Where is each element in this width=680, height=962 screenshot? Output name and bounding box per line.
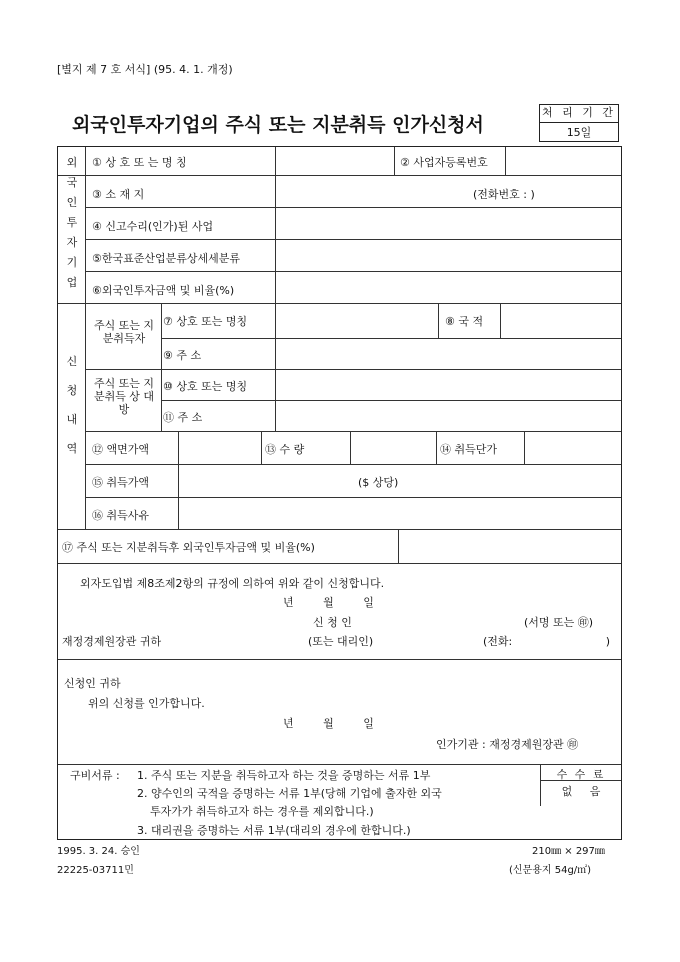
field-industry-class-label: ⑤한국표준산업분류상세세분류 xyxy=(92,252,240,265)
footer-approved: 1995. 3. 24. 승인 xyxy=(57,846,140,857)
usd-equivalent-label: ($ 상당) xyxy=(358,476,399,489)
approval-to: 신청인 귀하 xyxy=(64,677,121,690)
form-label: [별지 제 7 호 서식] (95. 4. 1. 개정) xyxy=(57,63,233,76)
approval-authority: 인가기관 : 재정경제원장관 ㊞ xyxy=(436,738,579,751)
processing-period-value: 15일 xyxy=(566,126,592,139)
docs-label: 구비서류 : xyxy=(70,769,120,782)
approval-text: 위의 신청를 인가합니다. xyxy=(88,697,205,710)
declaration-date: 년 월 일 xyxy=(283,596,374,609)
field-unit-price-label: ⑭ 취득단가 xyxy=(440,443,498,456)
footer-code: 22225-03711민 xyxy=(57,865,134,876)
docs-item-2a: 2. 양수인의 국적을 증명하는 서류 1부(당해 기업에 출자한 외국 xyxy=(137,787,442,800)
application-section-label: 신청내역 xyxy=(66,355,78,455)
docs-item-1: 1. 주식 또는 지분을 취득하고자 하는 것을 증명하는 서류 1부 xyxy=(137,769,431,782)
counterpart-label: 주식 또는 지분취득 상 대 방 xyxy=(93,377,155,416)
field-business-label: ④ 신고수리(인가)된 사업 xyxy=(92,220,214,233)
acquirer-label: 주식 또는 지분취득자 xyxy=(93,319,155,345)
field-location-label: ③ 소 재 지 xyxy=(92,188,145,201)
field-nationality-label: ⑧ 국 적 xyxy=(445,315,484,328)
field-quantity-label: ⑬ 수 량 xyxy=(265,443,305,456)
signature-label: (서명 또는 ㊞) xyxy=(524,616,594,629)
processing-period-box xyxy=(539,104,619,142)
company-section-label: 외국인투자기업 xyxy=(66,156,78,289)
docs-item-2b: 투자가가 취득하고자 하는 경우를 제외합니다.) xyxy=(150,805,374,818)
footer-paper: (신문용지 54g/㎡) xyxy=(509,865,592,876)
field-acquirer-address-label: ⑨ 주 소 xyxy=(163,349,202,362)
field-post-investment-label: ⑰ 주식 또는 지분취득후 외국인투자금액 및 비율(%) xyxy=(62,541,315,554)
declaration-phone: (전화: ) xyxy=(483,635,611,648)
footer-size: 210㎜ × 297㎜ xyxy=(532,846,605,857)
declaration-text: 외자도입법 제8조제2항의 규정에 의하여 위와 같이 신청합니다. xyxy=(80,577,385,590)
fee-value: 없 음 xyxy=(561,785,601,798)
addressee: 재정경제원장관 귀하 xyxy=(62,635,162,648)
field-phone-label: (전화번호 : ) xyxy=(473,188,535,201)
field-acquirer-name-label: ⑦ 상호 또는 명칭 xyxy=(163,315,248,328)
fee-header: 수 수 료 xyxy=(556,768,606,781)
page-title: 외국인투자기업의 주식 또는 지분취득 인가신청서 xyxy=(72,114,484,136)
field-company-name-label: ① 상 호 또 는 명 칭 xyxy=(92,156,187,169)
applicant-label: 신 청 인 xyxy=(313,616,352,629)
approval-date: 년 월 일 xyxy=(283,717,374,730)
field-counterpart-address-label: ⑪ 주 소 xyxy=(163,411,203,424)
field-reason-label: ⑯ 취득사유 xyxy=(92,509,150,522)
application-form xyxy=(57,146,622,840)
field-investment-label: ⑥외국인투자금액 및 비율(%) xyxy=(92,284,235,297)
processing-period-header: 처 리 기 간 xyxy=(540,105,618,123)
agent-label: (또는 대리인) xyxy=(308,635,374,648)
field-par-value-label: ⑫ 액면가액 xyxy=(92,443,150,456)
docs-item-3: 3. 대리권을 증명하는 서류 1부(대리의 경우에 한합니다.) xyxy=(137,824,411,837)
field-acquisition-price-label: ⑮ 취득가액 xyxy=(92,476,150,489)
field-business-reg-label: ② 사업자등록번호 xyxy=(400,156,488,169)
field-counterpart-name-label: ⑩ 상호 또는 명칭 xyxy=(163,380,248,393)
